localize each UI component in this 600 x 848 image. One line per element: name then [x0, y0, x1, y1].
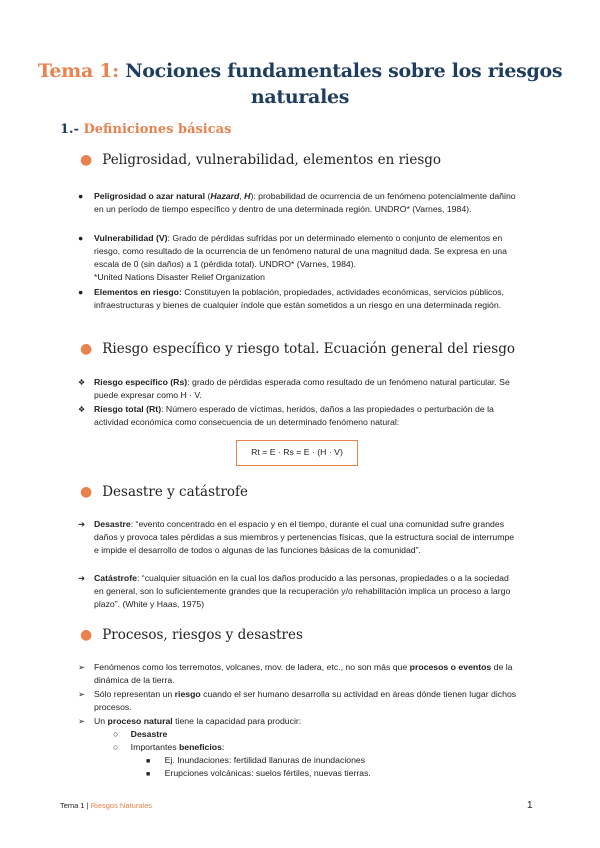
list-item: ➢ Sólo representan un riesgo cuando el ser humano desarrolla su actividad en áreas dónde tienen lugar dichos procesos.	[78, 689, 517, 712]
bullet-icon: ●	[78, 287, 84, 297]
arrow-icon: ➔	[78, 573, 86, 583]
footer-section: Riesgos Naturales	[90, 801, 153, 810]
list-item: ➢ Un proceso natural tiene la capacidad para producir:	[78, 716, 302, 726]
bullet-icon: ●	[80, 152, 93, 168]
arrowhead-icon: ➢	[78, 716, 86, 726]
square-bullet-icon: ■	[146, 771, 151, 778]
section-heading	[60, 122, 231, 137]
arrowhead-icon: ➢	[78, 662, 86, 672]
arrowhead-icon: ➢	[78, 689, 86, 699]
footer-tema: Tema 1	[60, 801, 85, 810]
subheading-riesgo: ● Riesgo específico y riesgo total. Ecuación general del riesgo	[80, 341, 515, 357]
list-item: ❖ Riesgo total (Rt): Número esperado de víctimas, heridos, daños a las propiedades o perturbación de la actividad económica como consecuencia de un determinado fenómeno natural:	[78, 404, 494, 427]
bullet-icon: ●	[80, 341, 93, 357]
list-item: ● Vulnerabilidad (V): Grado de pérdidas sufridas por un determinado elemento o conjunto de elementos en riesgo, como resultado de la ocurrencia de un fenómeno natural de una magnitud dada. Se expresa en una escala de 0 (sin daños) a 1 (pérdida total). UNDRO* (Varnes, 1984). *United Nations Disaster Relief Organization	[78, 233, 507, 282]
footnote: *United Nations Disaster Relief Organization	[94, 272, 265, 282]
title-text: Nociones fundamentales sobre los riesgos naturales	[125, 60, 563, 108]
sub-list-item: ○ Desastre	[113, 729, 168, 739]
diamond-icon: ❖	[78, 378, 86, 387]
list-item: ➔ Desastre: “evento concentrado en el espacio y en el tiempo, durante el cual una comunidad sufre grandes daños y provoca tales pérdidas a sus miembros y pertenencias físicas, que la estructura social de interrumpe e impide el desarrollo de todos o algunas de las funciones básicas de la comunidad”.	[78, 519, 515, 555]
page-footer: Tema 1 | Riesgos Naturales	[60, 801, 153, 810]
sub-sub-list-item: ■ Erupciones volcánicas: suelos fértiles, nuevas tierras.	[146, 768, 371, 778]
list-item: ➔ Catástrofe: “cualquier situación en la cual los daños producido a las personas, propiedades o a la sociedad en general, son lo suficientemente grandes que la recuperación y/o rehabilitación implica un proceso a largo plazo”. (White y Haas, 1975)	[78, 573, 511, 609]
list-item: ● Elementos en riesgo: Constituyen la población, propiedades, actividades económicas, servicios públicos, infraestructuras y bienes de cualquier índole que están sometidos a un riesgo en una determinada región.	[78, 287, 504, 310]
arrow-icon: ➔	[78, 519, 86, 529]
list-item: ➢ Fenómenos como los terremotos, volcanes, mov. de ladera, etc., no son más que procesos o eventos de la dinámica de la tierra.	[78, 662, 513, 685]
bullet-icon: ●	[80, 627, 93, 643]
circle-bullet-icon: ○	[113, 729, 119, 739]
section-label: Definiciones básicas	[83, 122, 232, 137]
page-title	[0, 58, 600, 110]
bullet-icon: ●	[80, 484, 93, 500]
diamond-icon: ❖	[78, 405, 86, 414]
list-item: ❖ Riesgo específico (Rs): grado de pérdidas esperada como resultado de un fenómeno natural particular. Se puede expresar como H · V.	[78, 377, 510, 400]
risk-equation: Rt = E · Rs = E · (H · V)	[236, 440, 358, 466]
bullet-icon: ●	[78, 233, 84, 243]
sub-sub-list-item: ■ Ej. Inundaciones: fertilidad llanuras de inundaciones	[146, 755, 366, 765]
square-bullet-icon: ■	[146, 758, 151, 765]
bullet-icon: ●	[78, 191, 84, 201]
list-item: ● Peligrosidad o azar natural (Hazard, H): probabilidad de ocurrencia de un fenómeno potencialmente dañino en un período de tiempo específico y dentro de una determinada región. UNDRO* (Varnes, 1984).	[78, 191, 516, 214]
title-prefix: Tema 1:	[37, 60, 119, 82]
subheading-peligrosidad: ● Peligrosidad, vulnerabilidad, elementos en riesgo	[80, 152, 442, 168]
subheading-procesos: ● Procesos, riesgos y desastres	[80, 627, 303, 643]
circle-bullet-icon: ○	[113, 742, 119, 752]
sub-list-item: ○ Importantes beneficios:	[113, 742, 225, 752]
section-number: 1.-	[60, 122, 79, 137]
page-number: 1	[527, 800, 533, 811]
subheading-desastre: ● Desastre y catástrofe	[80, 484, 249, 500]
